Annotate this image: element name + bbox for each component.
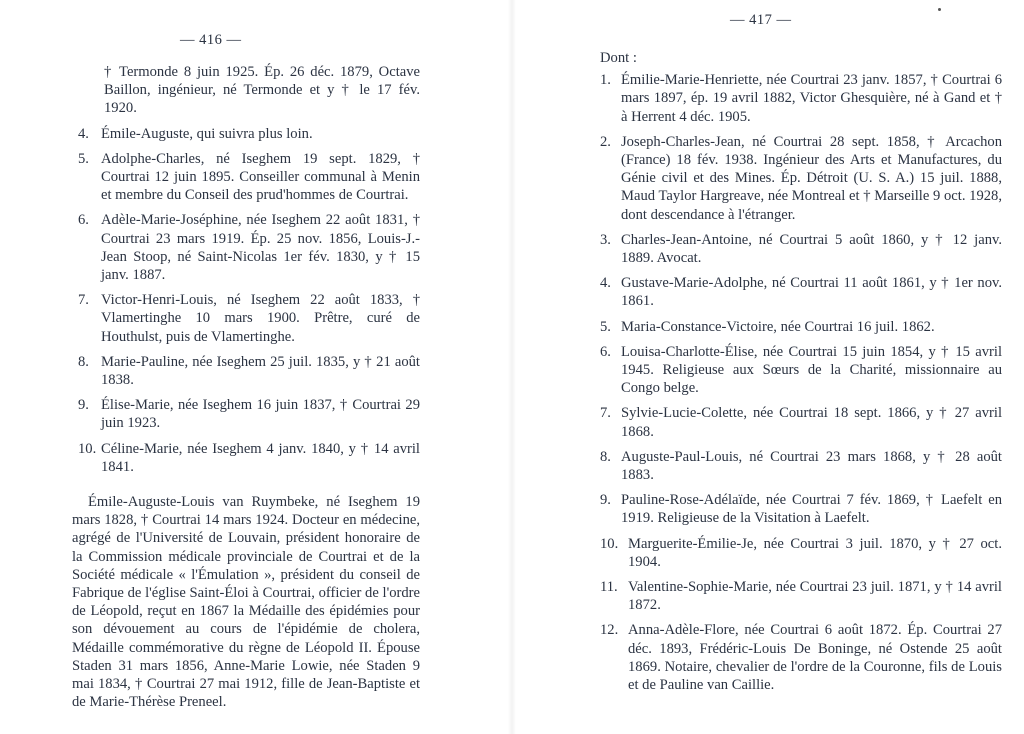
list-item: 8. Marie-Pauline, née Iseghem 25 juil. 1835, y † 21 août 1838. <box>78 353 420 389</box>
list-item: 4. Gustave-Marie-Adolphe, né Courtrai 11 août 1861, y † 1er nov. 1861. <box>600 275 1002 310</box>
right-page <box>512 0 1024 734</box>
page-number-417: — 417 — <box>730 12 792 28</box>
list-item: 2. Joseph-Charles-Jean, né Courtrai 28 sept. 1858, † Arcachon (France) 18 fév. 1938. Ingénieur des Arts et Manufactures, du Génie civil et des Mines. Ép. Détroit (U. S. A.) 15 juil. 1888, Maud Taylor Hargreave, née Montreal et † Marseille 9 oct. 1928, dont descendance à l'étranger. <box>600 133 1002 223</box>
list-item: 5. Maria-Constance-Victoire, née Courtrai 16 juil. 1862. <box>600 318 935 335</box>
left-page <box>0 0 500 734</box>
list-item: 4. Émile-Auguste, qui suivra plus loin. <box>78 125 313 142</box>
list-item: 7. Victor-Henri-Louis, né Iseghem 22 août 1833, † Vlamertinghe 10 mars 1900. Prêtre, curé de Houthulst, puis de Vlamertinghe. <box>78 292 420 345</box>
list-item: 7. Sylvie-Lucie-Colette, née Courtrai 18 sept. 1866, y † 27 avril 1868. <box>600 405 1002 440</box>
list-item: 6. Louisa-Charlotte-Élise, née Courtrai 15 juin 1854, y † 15 avril 1945. Religieuse aux Sœurs de la Charité, missionnaire au Congo belge. <box>600 343 1002 397</box>
list-item: 10. Céline-Marie, née Iseghem 4 janv. 1840, y † 14 avril 1841. <box>78 440 420 475</box>
list-item: 9. Pauline-Rose-Adélaïde, née Courtrai 7 fév. 1869, † Laefelt en 1919. Religieuse de la Visitation à Laefelt. <box>600 492 1002 527</box>
list-item: 1. Émilie-Marie-Henriette, née Courtrai 23 janv. 1857, † Courtrai 6 mars 1897, ép. 19 avril 1882, Victor Ghesquière, né à Gand et † à Herrent 4 déc. 1905. <box>600 72 1002 125</box>
list-item: 11. Valentine-Sophie-Marie, née Courtrai 23 juil. 1871, y † 14 avril 1872. <box>600 579 1002 614</box>
list-item: 3. Charles-Jean-Antoine, né Courtrai 5 août 1860, y † 12 janv. 1889. Avocat. <box>600 231 1002 267</box>
page-number-416: — 416 — <box>180 32 242 48</box>
right-page-body <box>600 49 1002 701</box>
left-page-body <box>72 63 420 712</box>
ink-speck <box>938 8 941 11</box>
list-item: 8. Auguste-Paul-Louis, né Courtrai 23 mars 1868, y † 28 août 1883. <box>600 448 1002 484</box>
list-item: 6. Adèle-Marie-Joséphine, née Iseghem 22 août 1831, † Courtrai 23 mars 1919. Ép. 25 nov. 1856, Louis-J.-Jean Stoop, né Saint-Nicolas 1er fév. 1830, y † 15 janv. 1887. <box>78 212 420 284</box>
list-item: 9. Élise-Marie, née Iseghem 16 juin 1837, † Courtrai 29 juin 1923. <box>78 397 420 432</box>
list-item: 10. Marguerite-Émilie-Je, née Courtrai 3 juil. 1870, y † 27 oct. 1904. <box>600 535 1002 570</box>
list-item: 12. Anna-Adèle-Flore, née Courtrai 6 août 1872. Ép. Courtrai 27 déc. 1893, Frédéric-Louis De Boninge, né Ostende 25 août 1869. Notaire, chevalier de l'ordre de la Couronne, fils de Louis et de Pauline van Caillie. <box>600 622 1002 694</box>
list-item: 5. Adolphe-Charles, né Iseghem 19 sept. 1829, † Courtrai 12 juin 1895. Conseiller communal à Menin et membre du Conseil des prud'hommes de Courtrai. <box>78 150 420 204</box>
list-intro: Dont : <box>600 50 637 66</box>
biography-paragraph: Émile-Auguste-Louis van Ruymbeke, né Iseghem 19 mars 1828, † Courtrai 14 mars 1924. Docteur en médecine, agrégé de l'Université de Louvain, président honoraire de la Commission médicale provinciale de Courtrai et de la Société médicale « l'Émulation », président du conseil de Fabrique de l'église Saint-Éloi à Courtrai, officier de l'ordre de Léopold, reçut en 1867 la Médaille des épidémies pour son dévouement au cours de l'épidémie de cholera, Médaille commémorative du règne de Léopold II. Épouse Staden 31 mars 1856, Anne-Marie Lowie, née Staden 9 mai 1834, † Courtrai 27 mai 1912, fille de Jean-Baptiste et de Marie-Thérèse Preneel. <box>72 494 420 711</box>
continuation-entry: † Termonde 8 juin 1925. Ép. 26 déc. 1879, Octave Baillon, ingénieur, né Termonde et y † le 17 fév. 1920. <box>104 64 420 117</box>
